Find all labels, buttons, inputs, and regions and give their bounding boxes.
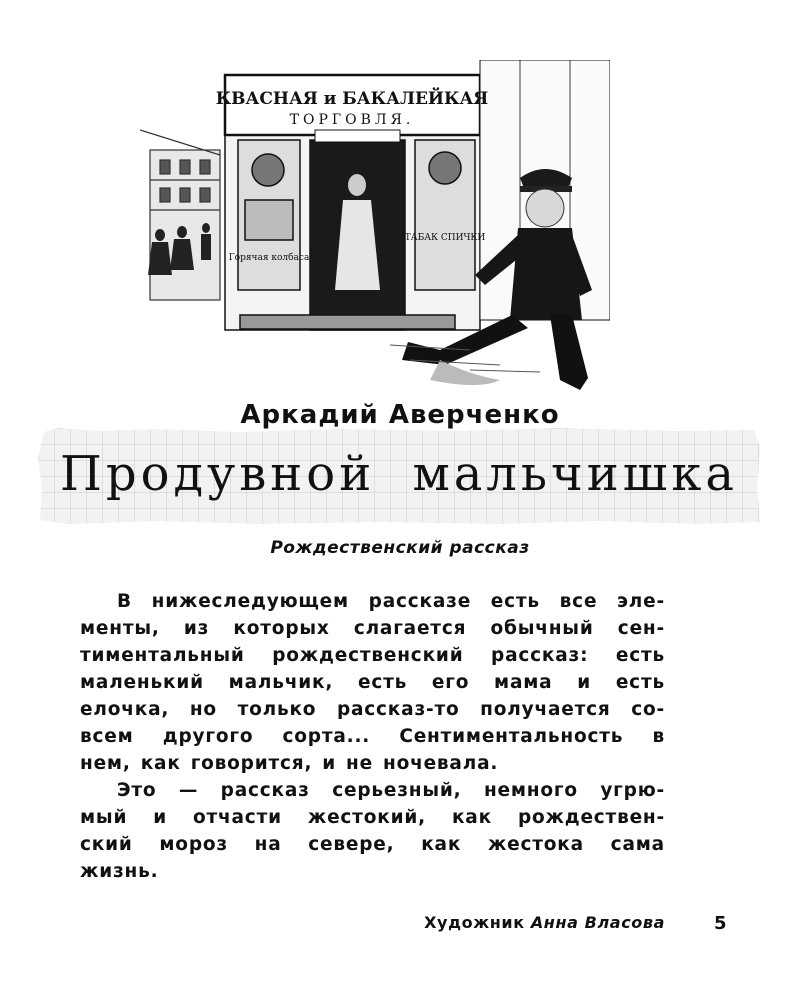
text-line: мый и отчасти жестокий, как рождествен- (80, 807, 665, 828)
left-window-sign: Горячая колбаса (228, 253, 310, 263)
shop-scene-illustration (140, 60, 610, 400)
text-line: тиментальный рождественский рассказ: есть (80, 645, 665, 666)
credit-label: Художник (424, 913, 525, 932)
text-line: нем, как говорится, и не ночевала. (80, 753, 499, 774)
shop-sign-line2: ТОРГОВЛЯ. (289, 112, 415, 128)
text-line: маленький мальчик, есть его мама и есть (80, 672, 665, 693)
text-line: менты, из которых слагается обычный сен- (80, 618, 665, 639)
story-title: Продувной мальчишка (60, 446, 738, 502)
text-line: В нижеследующем рассказе есть все эле- (117, 591, 665, 612)
text-line: всем другого сорта... Сентиментальность в (80, 726, 665, 747)
text-line: ский мороз на севере, как жестока сама (80, 834, 665, 855)
text-line: жизнь. (80, 861, 159, 882)
intro-text (80, 588, 665, 885)
text-line: елочка, но только рассказ-то получается со- (80, 699, 665, 720)
text-line: Это — рассказ серьезный, немного угрю- (117, 780, 665, 801)
shop-sign-line1: КВАСНАЯ и БАКАЛЕЙКАЯ (215, 89, 489, 109)
right-window-sign: ТАБАК СПИЧКИ (404, 233, 486, 243)
artist-name: Анна Власова (530, 913, 665, 932)
author-name: Аркадий Аверченко (240, 400, 560, 430)
illustrator-credit (424, 913, 665, 932)
cover-illustration (140, 60, 610, 400)
page-number: 5 (714, 913, 727, 934)
story-subtitle: Рождественский рассказ (270, 538, 530, 558)
title-banner (38, 428, 760, 524)
